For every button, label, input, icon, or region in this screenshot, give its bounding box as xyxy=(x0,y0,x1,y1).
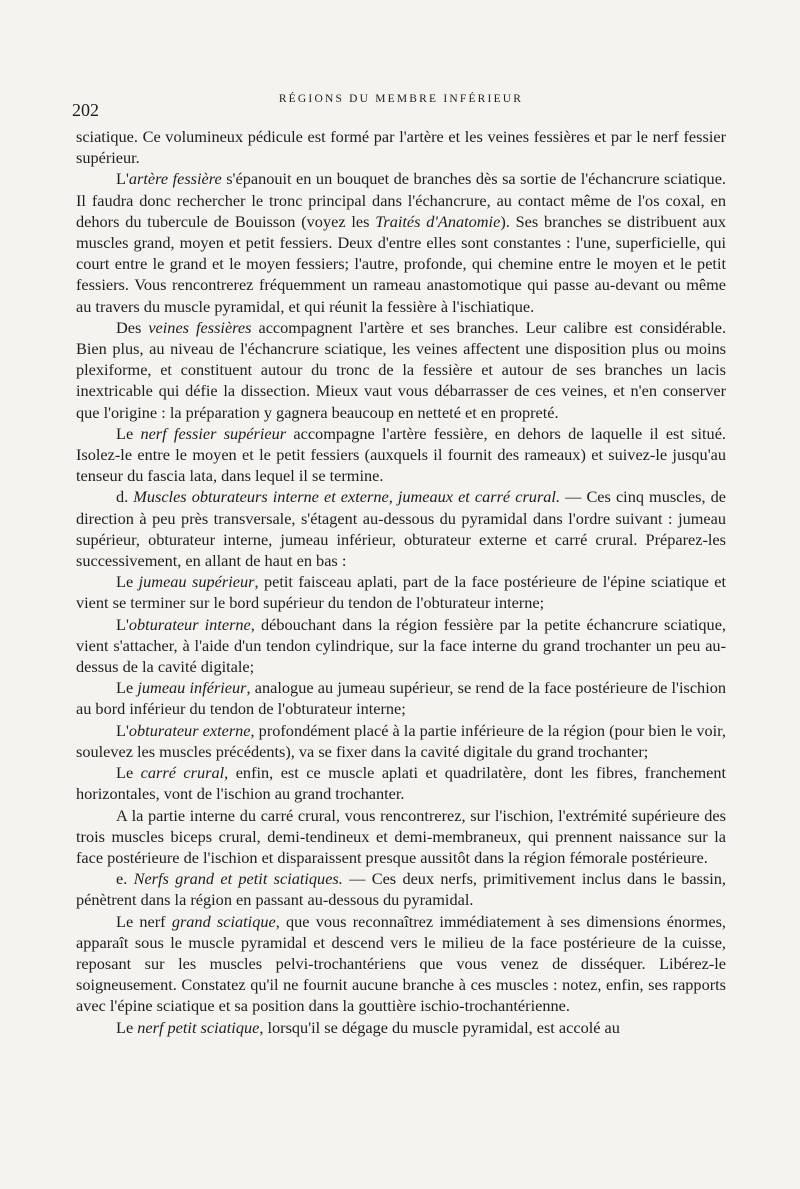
text-run: Le xyxy=(116,1017,138,1037)
text-run: accompagnent l'artère et ses branches. Leur calibre est considérable. Bien plus, au niveau de l'échancrure sciatique, les veines affectent une disposition plus ou moins plexiforme, et constituent autour du tronc de la fessière et autour de ses branches un lacis inextricable qui défie la dissection. Mieux vaut vous débarrasser de ces veines, et n'en conserver que l'origine : la préparation y gagnera beaucoup en netteté et en propreté. xyxy=(76,317,727,422)
text-run: d. xyxy=(116,487,134,507)
italic-term: grand sciatique xyxy=(171,911,276,931)
text-run: , profondément placé à la partie inférieure de la région (pour bien le voir, soulevez les muscles précédents), va se fixer dans la cavité digitale du grand trochanter; xyxy=(76,720,727,761)
paragraph xyxy=(76,486,726,571)
paragraph xyxy=(76,423,726,487)
running-head: RÉGIONS DU MEMBRE INFÉRIEUR xyxy=(278,93,524,105)
paragraph xyxy=(76,571,726,613)
paragraph xyxy=(76,126,726,168)
text-run: — Ces deux nerfs, primitivement inclus dans le bassin, pénètrent dans la région en passant au-dessous du pyramidal. xyxy=(76,869,726,910)
italic-term: nerf fessier supérieur xyxy=(140,423,287,443)
text-run: Le xyxy=(116,423,141,443)
italic-term: jumeau supérieur xyxy=(138,572,255,592)
page-header xyxy=(72,92,726,122)
paragraph xyxy=(76,720,726,762)
text-run: L' xyxy=(116,614,129,634)
text-run: , petit faisceau aplati, part de la face postérieure de l'épine sciatique et vient se terminer sur le bord supérieur du tendon de l'obturateur interne; xyxy=(76,572,727,613)
paragraph xyxy=(76,614,726,678)
text-run: , analogue au jumeau supérieur, se rend de la face postérieure de l'ischion au bord inférieur du tendon de l'obturateur interne; xyxy=(76,678,727,719)
body-text xyxy=(76,126,726,1038)
book-page xyxy=(72,92,727,1038)
italic-term: Nerfs grand et petit sciatiques. xyxy=(133,869,343,889)
text-run: , enfin, est ce muscle aplati et quadrilatère, dont les fibres, franchement horizontales, vont de l'ischion au grand trochanter. xyxy=(76,763,727,804)
text-run: accompagne l'artère fessière, en dehors de laquelle il est situé. Isolez-le entre le moyen et le petit fessiers (auxquels il fournit des rameaux) et suivez-le jusqu'au tenseur du fascia lata, dans lequel il se termine. xyxy=(76,423,726,486)
italic-term: obturateur externe xyxy=(128,720,251,740)
italic-term: veines fessières xyxy=(148,317,252,337)
text-run: ). Ses branches se distribuent aux muscles grand, moyen et petit fessiers. Deux d'entre elles sont constantes : l'une, superficielle, qui court entre le grand et le moyen fessiers; l'autre, profonde, qui chemine entre le moyen et le petit fessiers. Vous rencontrerez fréquemment un rameau anastomotique qui passe au-devant ou même au travers du muscle pyramidal, et qui réunit la fessière à l'ischiatique. xyxy=(76,211,726,316)
page-number: 202 xyxy=(72,100,99,120)
italic-term: carré crural xyxy=(140,763,225,783)
text-run: A la partie interne du carré crural, vous rencontrerez, sur l'ischion, l'extrémité supérieure des trois muscles biceps crural, demi-tendineux et demi-membraneux, qui prennent naissance sur la face postérieure de l'ischion et disparaissent presque aussitôt dans la région fémorale postérieure. xyxy=(76,805,726,867)
paragraph xyxy=(76,317,726,423)
text-run: — Ces cinq muscles, de direction à peu près transversale, s'étagent au-dessous du pyramidal dans l'ordre suivant : jumeau supérieur, obturateur interne, jumeau inférieur, obturateur externe et carré crural. Préparez-les successivement, en allant de haut en bas : xyxy=(76,487,727,571)
text-run: Le nerf xyxy=(116,911,172,931)
paragraph xyxy=(76,1017,726,1038)
text-run: L' xyxy=(116,169,129,189)
italic-term: nerf petit sciatique xyxy=(137,1017,260,1037)
italic-term: obturateur interne xyxy=(128,614,251,634)
text-run: Le xyxy=(116,763,141,783)
italic-term: jumeau inférieur xyxy=(137,678,247,698)
text-run: , lorsqu'il se dégage du muscle pyramidal, est accolé au xyxy=(259,1017,620,1037)
paragraph xyxy=(76,868,726,910)
paragraph xyxy=(76,677,726,719)
text-run: L' xyxy=(116,720,129,740)
text-run: , débouchant dans la région fessière par la petite échancrure sciatique, vient s'attacher, à l'aide d'un tendon cylindrique, sur la face interne du grand trochanter un peu au-dessus de la cavité digitale; xyxy=(76,614,726,677)
italic-term: Muscles obturateurs interne et externe, jumeaux et carré crural. xyxy=(133,487,561,507)
text-run: Le xyxy=(116,678,138,698)
italic-term: artère fessière xyxy=(128,169,222,189)
text-run: s'épanouit en un bouquet de branches dès sa sortie de l'échancrure sciatique. Il faudra donc rechercher le tronc principal dans l'échancrure, au contact même de l'os coxal, en dehors du tubercule de Bouisson (voyez les xyxy=(76,169,726,231)
paragraph xyxy=(76,762,726,804)
text-run: Le xyxy=(116,572,139,592)
paragraph xyxy=(76,911,726,1017)
text-run: Des xyxy=(116,317,149,337)
text-run: , que vous reconnaîtrez immédiatement à ses dimensions énormes, apparaît sous le muscle pyramidal et descend vers le milieu de la face postérieure de la cuisse, reposant sur les muscles pelvi-trochantériens que vous venez de disséquer. Libérez-le soigneusement. Constatez qu'il ne fournit aucune branche à ces muscles : notez, enfin, ses rapports avec l'épine sciatique et sa position dans la gouttière ischio-trochantérienne. xyxy=(76,911,727,1016)
paragraph xyxy=(76,805,726,869)
italic-term: Traités d'Anatomie xyxy=(375,211,501,231)
text-run: sciatique. Ce volumineux pédicule est formé par l'artère et les veines fessières et par le nerf fessier supérieur. xyxy=(76,127,726,168)
paragraph xyxy=(76,168,726,316)
text-run: e. xyxy=(116,869,134,889)
